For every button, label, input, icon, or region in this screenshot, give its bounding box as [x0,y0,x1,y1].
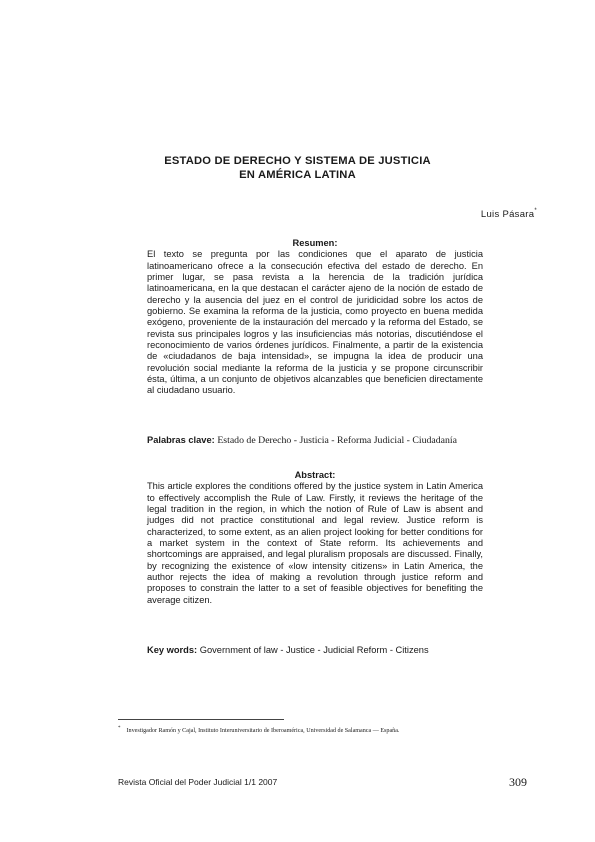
author [481,209,537,220]
abstract-heading: Abstract: [294,470,336,480]
resumen-text: El texto se pregunta por las condiciones que el aparato de justicia latinoamericano ofrece a la consecución efectiva del estado de derecho. En primer lugar, se pasa revista a la herencia de la tradición jurídica latinoamericana, en la que destacan el carácter ajeno de la noción de estado de derecho y la ausencia del juez en el control de juridicidad sobre los actos de gobierno. Se examina la reforma de la justicia, como proyecto en buena medida exógeno, proveniente de la instauración del mercado y la reforma del Estado, se revista sus principales logros y las insuficiencias más notorias, discutiéndose el reconocimiento de varios órdenes jurídicos. Finalmente, a partir de la existencia de «ciudadanos de baja intensidad», se impugna la idea de producir una revolución social mediante la reforma de la justicia y se propone circunscribir ésta, última, a un conjunto de objetivos alcanzables que beneficien directamente al ciudadano usuario. [147,249,483,396]
title-line-1: ESTADO DE DERECHO Y SISTEMA DE JUSTICIA [164,155,431,167]
resumen-section [147,238,483,397]
footnote-mark: * [118,726,121,731]
title-line-2: EN AMÉRICA LATINA [239,169,356,181]
journal-footer: Revista Oficial del Poder Judicial 1/1 2007 [118,777,278,787]
page-number: 309 [509,775,527,789]
author-name: Luis Pásara [480,209,535,221]
author-footnote-mark: * [534,208,537,214]
article-title [0,154,595,182]
resumen-heading: Resumen: [292,238,338,248]
footnote-divider [118,719,284,720]
abstract-section [147,470,483,606]
key-words-label: Key words: [147,645,198,655]
palabras-clave-terms: Estado de Derecho - Justicia - Reforma Judicial - Ciudadanía [217,435,457,446]
key-words-section [147,645,483,656]
abstract-text: This article explores the conditions offered by the justice system in Latin America to effectively accomplish the Rule of Law. Firstly, it reviews the heritage of the legal tradition in the region, in which the notion of Rule of Law is absent and judges did not practice constitutional and legal review. Justice reform is characterized, to some extent, as an alien project looking for better conditions for a market system in the context of State reform. Its achievements and shortcomings are appraised, and legal pluralism proposals are discussed. Finally, by recognizing the existence of «low intensity citizens» in Latin America, the author rejects the idea of making a revolution through justice reform and proposes to constrain the latter to a set of feasible objectives for benefiting the average citizen. [147,481,483,605]
footnote [118,726,399,734]
key-words-terms: Government of law - Justice - Judicial Reform - Citizens [199,645,429,655]
palabras-clave-label: Palabras clave: [147,435,215,445]
palabras-clave-section [147,435,483,446]
footnote-text: Investigador Ramón y Cajal, Instituto Interuniversitario de Iberoamérica, Universidad de Salamanca — España. [126,728,400,735]
